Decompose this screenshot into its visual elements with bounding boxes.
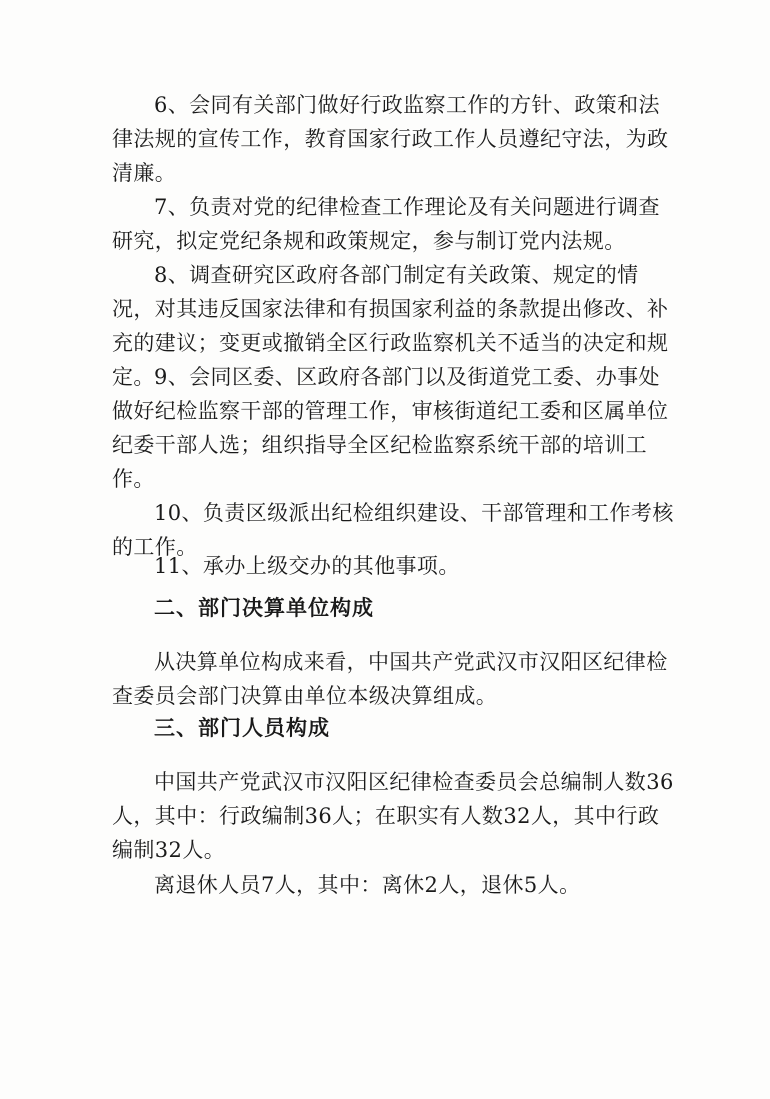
- paragraph-item-6: 6、会同有关部门做好行政监察工作的方针、政策和法律法规的宣传工作，教育国家行政工作人员遵纪守法，为政清廉。: [112, 93, 669, 185]
- paragraph-item-9: 9、会同区委、区政府各部门以及街道党工委、办事处做好纪检监察干部的管理工作，审核街道纪工委和区属单位纪委干部人选；组织指导全区纪检监察系统干部的培训工作。: [112, 365, 669, 491]
- section-heading-staff-composition: 三、部门人员构成: [154, 716, 330, 740]
- paragraph-item-11: 11、承办上级交办的其他事项。: [154, 554, 460, 578]
- paragraph-item-8: 8、调查研究区政府各部门制定有关政策、规定的情况，对其违反国家法律和有损国家利益的条款提出修改、补充的建议；变更或撤销全区行政监察机关不适当的决定和规定。: [112, 263, 669, 389]
- paragraph-item-7: 7、负责对党的纪律检查工作理论及有关问题进行调查研究，拟定党纪条规和政策规定，参与制订党内法规。: [112, 195, 660, 253]
- section-heading-unit-composition: 二、部门决算单位构成: [154, 596, 374, 620]
- paragraph-retired-staff: 离退休人员7人，其中：离休2人，退休5人。: [154, 873, 581, 897]
- paragraph-staff-establishment: 中国共产党武汉市汉阳区纪律检查委员会总编制人数36人，其中：行政编制36人；在职实有人数32人，其中行政编制32人。: [112, 770, 674, 862]
- paragraph-unit-composition: 从决算单位构成来看，中国共产党武汉市汉阳区纪律检查委员会部门决算由单位本级决算组成。: [112, 650, 668, 708]
- paragraph-item-10: 10、负责区级派出纪检组织建设、干部管理和工作考核的工作。: [112, 501, 674, 559]
